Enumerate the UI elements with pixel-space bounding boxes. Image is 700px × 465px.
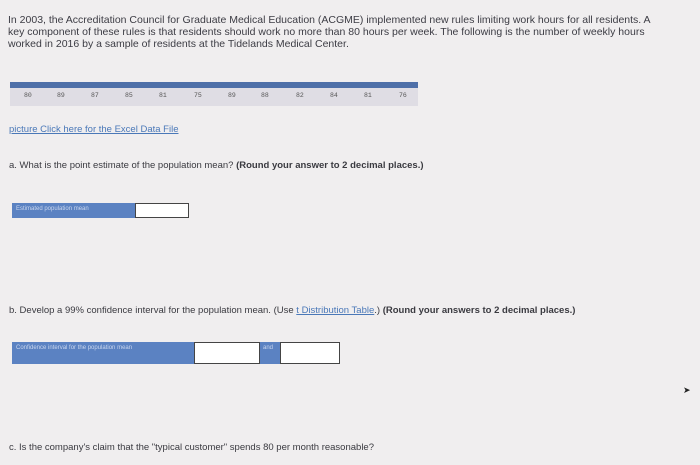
answer-a-row (12, 203, 189, 218)
hours-value: 76 (399, 92, 407, 99)
question-a-instruction: (Round your answer to 2 decimal places.) (236, 160, 424, 171)
hours-value: 84 (330, 92, 338, 99)
estimated-mean-input[interactable] (135, 203, 189, 218)
ci-lower-input[interactable] (194, 342, 260, 364)
ci-upper-input[interactable] (280, 342, 340, 364)
answer-b-row (12, 342, 340, 364)
and-label: and (260, 342, 280, 364)
hours-value: 81 (364, 92, 372, 99)
mouse-pointer-icon: ➤ (683, 385, 691, 395)
problem-intro: In 2003, the Accreditation Council for Graduate Medical Education (ACGME) implemented new rules limiting work hours for all residents. A key component of these rules is that residents should work no more than 80 hours per week. The following is the number of weekly hours worked in 2016 by a sample of residents at the Tidelands Medical Center. (8, 14, 650, 50)
question-b-text-end: .) (374, 305, 381, 316)
question-b-text: b. Develop a 99% confidence interval for the population mean. (Use (9, 305, 294, 316)
confidence-interval-label: Confidence interval for the population mean (12, 342, 194, 364)
question-b-instruction: (Round your answers to 2 decimal places.) (382, 305, 576, 316)
question-b (9, 305, 575, 316)
hours-value: 80 (24, 92, 32, 99)
hours-value: 82 (296, 92, 304, 99)
hours-value: 89 (228, 92, 236, 99)
t-distribution-table-link[interactable]: t Distribution Table (296, 305, 375, 316)
excel-data-link[interactable]: picture Click here for the Excel Data File (9, 124, 179, 135)
hours-value: 87 (91, 92, 99, 99)
question-c-text: c. Is the company's claim that the "typical customer" spends 80 per month reasonable? (9, 442, 374, 453)
hours-value: 88 (261, 92, 269, 99)
question-a (9, 160, 424, 171)
hours-data-table (10, 82, 418, 106)
hours-value: 81 (159, 92, 167, 99)
estimated-mean-label: Estimated population mean (12, 203, 135, 218)
hours-value: 75 (194, 92, 202, 99)
question-c (9, 442, 374, 453)
hours-value: 89 (57, 92, 65, 99)
question-a-text: a. What is the point estimate of the population mean? (9, 160, 234, 171)
hours-value: 85 (125, 92, 133, 99)
